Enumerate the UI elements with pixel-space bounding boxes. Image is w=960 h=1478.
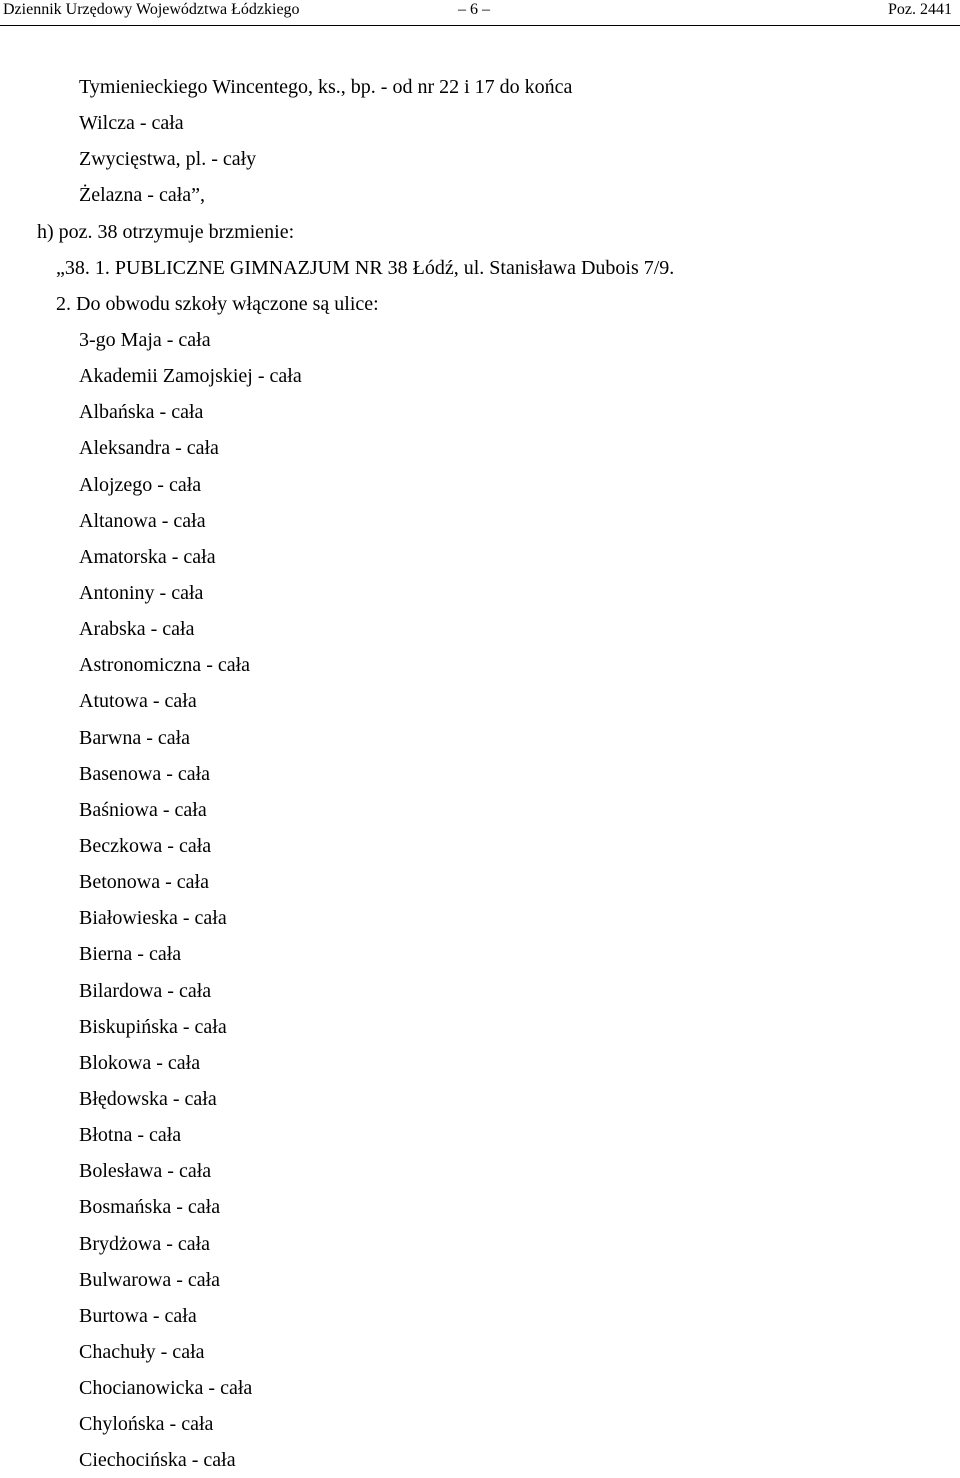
street-entry: Alojzego - cała [79, 473, 202, 496]
school-point-2: 2. Do obwodu szkoły włączone są ulice: [56, 292, 379, 315]
street-entry: Chachuły - cała [79, 1340, 205, 1363]
street-entry: Arabska - cała [79, 618, 195, 641]
page-header [0, 0, 960, 26]
street-entry: Błędowska - cała [79, 1087, 217, 1110]
street-entry: Błotna - cała [79, 1124, 182, 1147]
street-entry: Akademii Zamojskiej - cała [79, 365, 302, 388]
street-entry: Altanowa - cała [79, 509, 206, 532]
street-entry: Beczkowa - cała [79, 834, 212, 857]
street-entry: Chylońska - cała [79, 1413, 214, 1436]
street-entry: Aleksandra - cała [79, 437, 219, 460]
street-entry: Tymienieckiego Wincentego, ks., bp. - od nr 22 i 17 do końca [79, 76, 573, 98]
street-entry: Bosmańska - cała [79, 1196, 221, 1219]
school-street-list [0, 322, 960, 1478]
street-entry: Antoniny - cała [79, 581, 204, 604]
street-entry: Astronomiczna - cała [79, 654, 251, 677]
street-entry: Bierna - cała [79, 943, 182, 966]
school-point-1: „38. 1. PUBLICZNE GIMNAZJUM NR 38 Łódź, ul. Stanisława Dubois 7/9. [56, 256, 675, 279]
document-body [0, 69, 960, 1478]
header-divider [0, 25, 960, 26]
subpoint-h: h) poz. 38 otrzymuje brzmienie: [37, 220, 295, 243]
position-number: Poz. 2441 [888, 1, 952, 18]
street-entry: Wilcza - cała [79, 112, 184, 135]
street-entry: Brydżowa - cała [79, 1232, 211, 1255]
street-entry: Chocianowicka - cała [79, 1377, 253, 1400]
street-entry: Baśniowa - cała [79, 798, 207, 821]
journal-title: Dziennik Urzędowy Województwa Łódzkiego [3, 1, 300, 18]
street-entry: Burtowa - cała [79, 1304, 197, 1327]
street-entry: Blokowa - cała [79, 1051, 201, 1074]
street-entry: Amatorska - cała [79, 545, 216, 568]
page-number: – 6 – [458, 1, 490, 18]
street-entry: Bilardowa - cała [79, 979, 212, 1002]
street-entry: Basenowa - cała [79, 762, 211, 785]
street-entry: Barwna - cała [79, 726, 191, 749]
street-entry: Atutowa - cała [79, 690, 197, 713]
street-entry: 3-go Maja - cała [79, 328, 211, 351]
street-entry: Bolesława - cała [79, 1160, 212, 1183]
street-entry: Albańska - cała [79, 401, 204, 424]
street-entry: Zwycięstwa, pl. - cały [79, 148, 257, 171]
street-entry: Biskupińska - cała [79, 1015, 227, 1038]
street-entry: Żelazna - cała”, [79, 184, 206, 207]
street-entry: Białowieska - cała [79, 907, 227, 930]
street-entry: Ciechocińska - cała [79, 1449, 236, 1472]
street-entry: Betonowa - cała [79, 871, 209, 894]
street-entry: Bulwarowa - cała [79, 1268, 221, 1291]
